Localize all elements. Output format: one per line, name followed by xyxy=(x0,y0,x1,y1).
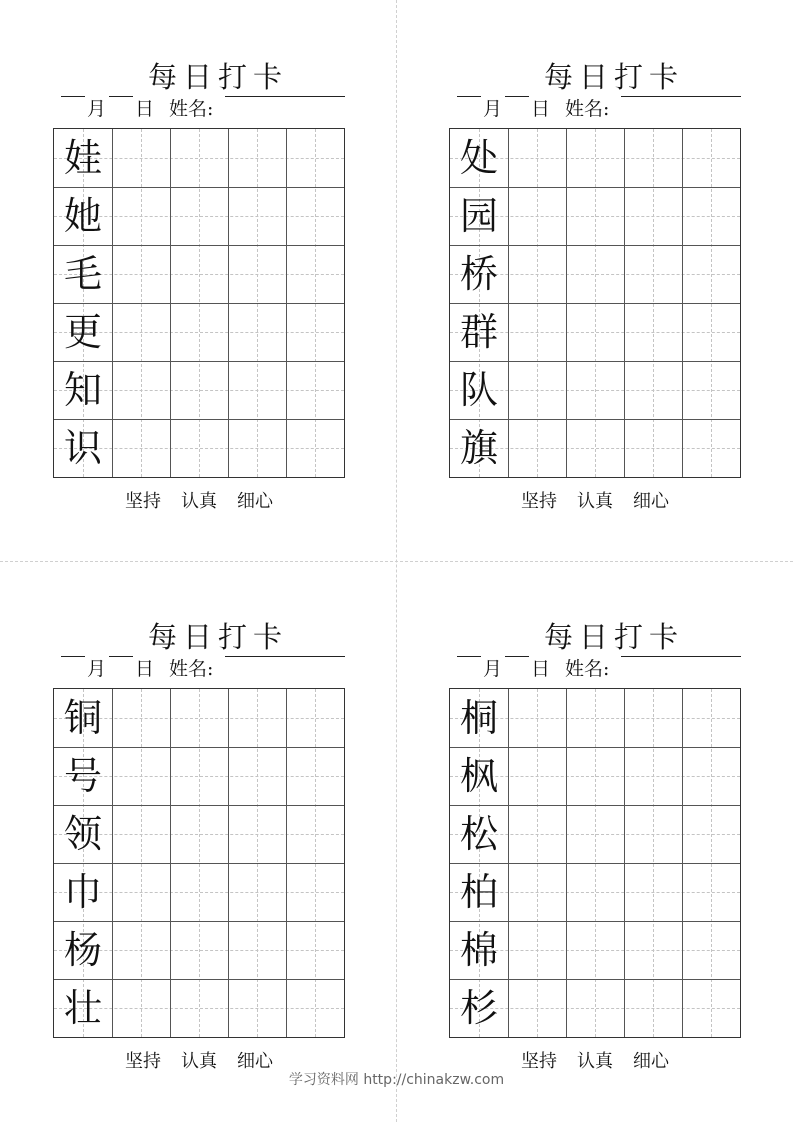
model-character: 群 xyxy=(459,310,498,354)
model-character: 毛 xyxy=(63,252,102,296)
card-title: 每日打卡 xyxy=(543,620,684,654)
day-blank[interactable] xyxy=(109,656,133,657)
footer-motto: 细心 xyxy=(237,491,273,512)
footer-motto: 坚持 xyxy=(521,1051,557,1072)
day-blank[interactable] xyxy=(109,96,133,97)
date-name-line xyxy=(53,96,383,122)
month-blank[interactable] xyxy=(457,656,481,657)
practice-card xyxy=(449,620,779,1140)
model-character: 号 xyxy=(63,754,102,798)
month-label: 月 xyxy=(87,98,107,120)
model-character: 她 xyxy=(63,194,102,238)
writing-grid xyxy=(449,128,741,478)
model-character: 队 xyxy=(459,368,498,412)
footer-motto: 认真 xyxy=(181,491,217,512)
name-blank[interactable] xyxy=(225,96,345,97)
writing-grid xyxy=(449,688,741,1038)
model-character: 领 xyxy=(63,812,102,856)
footer-motto: 细心 xyxy=(633,491,669,512)
card-title: 每日打卡 xyxy=(147,60,288,94)
month-label: 月 xyxy=(483,98,503,120)
footer-motto: 坚持 xyxy=(521,491,557,512)
footer-motto: 坚持 xyxy=(125,1051,161,1072)
writing-grid xyxy=(53,688,345,1038)
month-blank[interactable] xyxy=(457,96,481,97)
month-label: 月 xyxy=(483,658,503,680)
model-character: 旗 xyxy=(459,426,498,470)
day-blank[interactable] xyxy=(505,96,529,97)
card-footer xyxy=(53,490,345,514)
date-name-line xyxy=(449,96,779,122)
day-label: 日 xyxy=(531,98,551,120)
name-label: 姓名: xyxy=(169,98,214,120)
model-character: 巾 xyxy=(63,870,102,914)
writing-grid xyxy=(53,128,345,478)
footer-motto: 认真 xyxy=(577,491,613,512)
model-character: 娃 xyxy=(63,136,102,180)
name-label: 姓名: xyxy=(565,98,610,120)
model-character: 铜 xyxy=(63,696,102,740)
footer-motto: 细心 xyxy=(633,1051,669,1072)
model-character: 杉 xyxy=(459,986,498,1030)
practice-card xyxy=(53,60,383,580)
month-blank[interactable] xyxy=(61,96,85,97)
model-character: 壮 xyxy=(63,986,102,1030)
practice-card xyxy=(449,60,779,580)
model-character: 知 xyxy=(63,368,102,412)
model-character: 识 xyxy=(63,426,102,470)
footer-motto: 坚持 xyxy=(125,491,161,512)
month-blank[interactable] xyxy=(61,656,85,657)
footer-motto: 认真 xyxy=(181,1051,217,1072)
watermark: 学习资料网 http://chinakzw.com xyxy=(288,1072,505,1088)
model-character: 松 xyxy=(459,812,498,856)
day-blank[interactable] xyxy=(505,656,529,657)
name-blank[interactable] xyxy=(225,656,345,657)
name-blank[interactable] xyxy=(621,656,741,657)
date-name-line xyxy=(449,656,779,682)
model-character: 处 xyxy=(459,136,498,180)
month-label: 月 xyxy=(87,658,107,680)
footer-motto: 认真 xyxy=(577,1051,613,1072)
model-character: 枫 xyxy=(459,754,498,798)
name-label: 姓名: xyxy=(169,658,214,680)
model-character: 桥 xyxy=(459,252,498,296)
model-character: 柏 xyxy=(459,870,498,914)
day-label: 日 xyxy=(531,658,551,680)
model-character: 桐 xyxy=(459,696,498,740)
model-character: 杨 xyxy=(63,928,102,972)
day-label: 日 xyxy=(135,98,155,120)
model-character: 园 xyxy=(459,194,498,238)
card-footer xyxy=(449,490,741,514)
footer-motto: 细心 xyxy=(237,1051,273,1072)
card-title: 每日打卡 xyxy=(543,60,684,94)
practice-card xyxy=(53,620,383,1140)
name-blank[interactable] xyxy=(621,96,741,97)
model-character: 棉 xyxy=(459,928,498,972)
day-label: 日 xyxy=(135,658,155,680)
name-label: 姓名: xyxy=(565,658,610,680)
date-name-line xyxy=(53,656,383,682)
model-character: 更 xyxy=(63,310,102,354)
card-title: 每日打卡 xyxy=(147,620,288,654)
